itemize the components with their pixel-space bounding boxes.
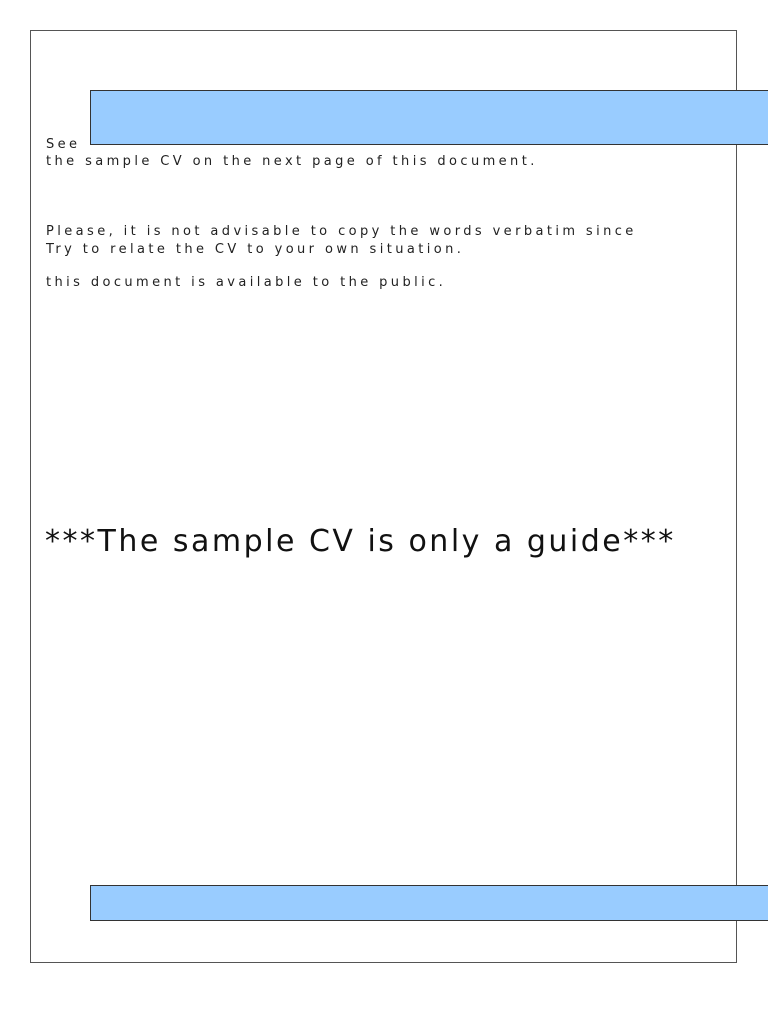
intro-line-2: the sample CV on the next page of this document.	[46, 154, 538, 169]
advice-line-2: this document is available to the public.	[46, 275, 447, 290]
header-band	[90, 90, 768, 145]
guide-note: ***The sample CV is only a guide***	[45, 524, 676, 559]
intro-line-1: See	[46, 137, 81, 152]
footer-band	[90, 885, 768, 921]
advice-line-1: Please, it is not advisable to copy the words verbatim since	[46, 224, 637, 239]
relate-paragraph: Try to relate the CV to your own situation.	[46, 242, 465, 257]
